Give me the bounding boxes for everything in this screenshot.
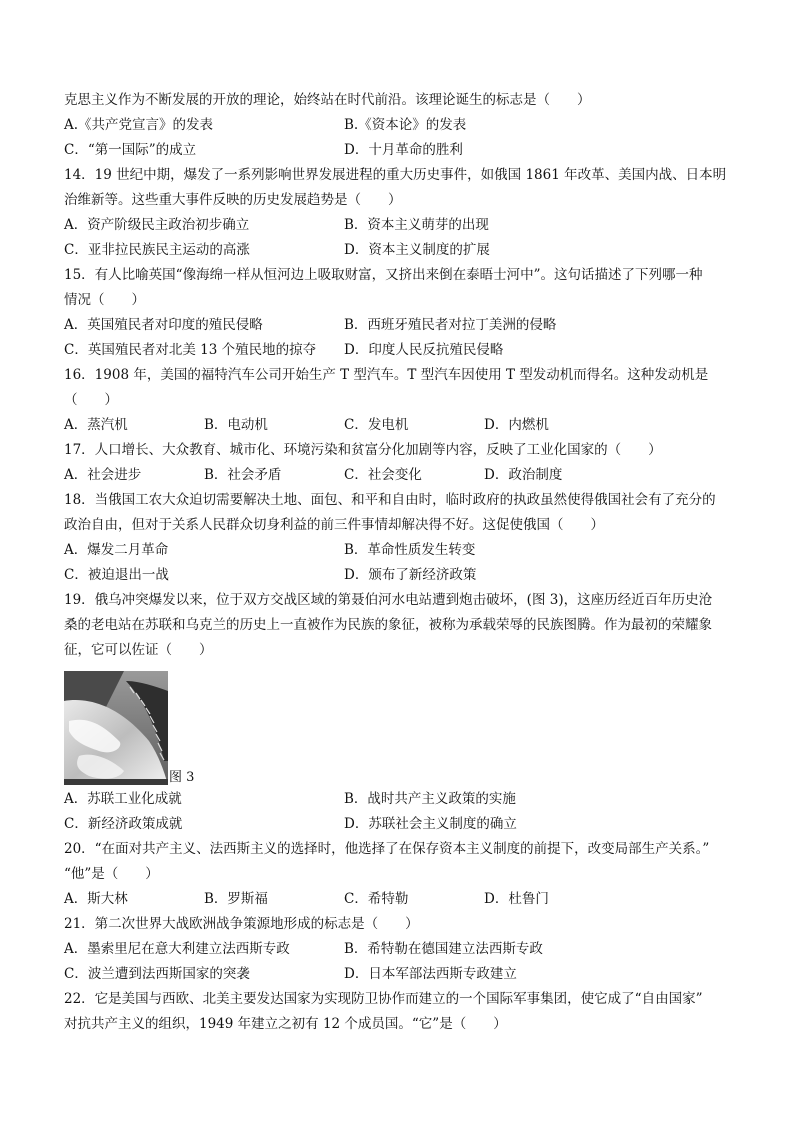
q13-option-b: B.《资本论》的发表	[344, 117, 467, 133]
q16-option-b: B．电动机	[204, 417, 268, 433]
q21-option-c: C．波兰遭到法西斯国家的突袭	[64, 966, 250, 982]
q14-stem-line-1: 14．19 世纪中期，爆发了一系列影响世界发展进程的重大历史事件，如俄国 1861 年改革、美国内战、日本明	[64, 167, 727, 183]
q13-stem: 克思主义作为不断发展的开放的理论，始终站在时代前沿。该理论诞生的标志是（ ）	[64, 92, 591, 108]
q15-option-c: C．英国殖民者对北美 13 个殖民地的掠夺	[64, 342, 317, 358]
q14-stem-line-2: 治维新等。这些重大事件反映的历史发展趋势是（ ）	[64, 192, 402, 208]
q20-option-d: D．杜鲁门	[484, 891, 549, 907]
q14-options-row-2	[64, 238, 744, 263]
exam-page	[64, 88, 744, 1037]
q16-option-c: C．发电机	[344, 417, 409, 433]
q21-stem: 21．第二次世界大战欧洲战争策源地形成的标志是（ ）	[64, 916, 419, 932]
q17-option-d: D．政治制度	[484, 467, 563, 483]
q16-stem-line-2: （ ）	[64, 392, 118, 408]
q14-option-b: B．资本主义萌芽的出现	[344, 217, 489, 233]
q14-options-row-1	[64, 213, 744, 238]
q20-options-row	[64, 887, 744, 912]
q14-option-c: C．亚非拉民族民主运动的高涨	[64, 242, 250, 258]
q17-stem: 17．人口增长、大众教育、城市化、环境污染和贫富分化加剧等内容，反映了工业化国家的（ ）	[64, 442, 662, 458]
q14-option-d: D．资本主义制度的扩展	[344, 242, 490, 258]
q19-figure	[64, 665, 744, 785]
q19-option-d: D．苏联社会主义制度的确立	[344, 816, 517, 832]
q18-option-a: A．爆发二月革命	[64, 542, 169, 558]
q17-options-row	[64, 463, 744, 488]
q15-options-row-2	[64, 338, 744, 363]
q20-stem-line-2: “他”是（ ）	[64, 866, 159, 882]
q18-options-row-1	[64, 538, 744, 563]
q20-stem-line-1: 20．“在面对共产主义、法西斯主义的选择时，他选择了在保存资本主义制度的前提下，改变局部生产关系。”	[64, 841, 710, 857]
q15-option-d: D．印度人民反抗殖民侵略	[344, 342, 504, 358]
q19-stem-line-2: 桑的老电站在苏联和乌克兰的历史上一直被作为民族的象征，被称为承载荣辱的民族图腾。作为最初的荣耀象	[64, 617, 712, 633]
q15-stem-line-2: 情况（ ）	[64, 292, 145, 308]
q20-option-a: A．斯大林	[64, 891, 128, 907]
q15-option-b: B．西班牙殖民者对拉丁美洲的侵略	[344, 317, 557, 333]
q13-options-row-1	[64, 113, 744, 138]
q19-stem-line-3: 征，它可以佐证（ ）	[64, 642, 213, 658]
q18-option-d: D．颁布了新经济政策	[344, 567, 477, 583]
q22-stem-line-2: 对抗共产主义的组织，1949 年建立之初有 12 个成员国。“它”是（ ）	[64, 1016, 507, 1032]
q21-options-row-1	[64, 937, 744, 962]
q19-stem-line-1: 19．俄乌冲突爆发以来，位于双方交战区域的第聂伯河水电站遭到炮击破坏，(图 3)，这座历经近百年历史沧	[64, 592, 713, 608]
q20-option-c: C．希特勒	[344, 891, 409, 907]
q19-option-a: A．苏联工业化成就	[64, 791, 182, 807]
q18-option-c: C．被迫退出一战	[64, 567, 169, 583]
q16-stem-line-1: 16．1908 年，美国的福特汽车公司开始生产 T 型汽车。T 型汽车因使用 T 型发动机而得名。这种发动机是	[64, 367, 709, 383]
q13-option-a: A.《共产党宣言》的发表	[64, 117, 214, 133]
q13-option-d: D．十月革命的胜利	[344, 142, 463, 158]
q21-option-b: B．希特勒在德国建立法西斯专政	[344, 941, 543, 957]
figure-caption: 图 3	[169, 770, 195, 785]
dam-photo	[64, 671, 168, 785]
q19-options-row-2	[64, 812, 744, 837]
q22-stem-line-1: 22．它是美国与西欧、北美主要发达国家为实现防卫协作而建立的一个国际军事集团，使它成了“自由国家”	[64, 991, 703, 1007]
q21-option-d: D．日本军部法西斯专政建立	[344, 966, 517, 982]
q13-option-c: C．“第一国际”的成立	[64, 142, 197, 158]
q18-stem-line-1: 18．当俄国工农大众迫切需要解决土地、面包、和平和自由时，临时政府的执政虽然使得俄国社会有了充分的	[64, 492, 716, 508]
q19-options-row-1	[64, 787, 744, 812]
q15-options-row-1	[64, 313, 744, 338]
q17-option-c: C．社会变化	[344, 467, 422, 483]
q14-option-a: A．资产阶级民主政治初步确立	[64, 217, 250, 233]
q15-stem-line-1: 15．有人比喻英国“像海绵一样从恒河边上吸取财富，又挤出来倒在泰晤士河中”。这句话描述了下列哪一种	[64, 267, 703, 283]
q20-option-b: B．罗斯福	[204, 891, 268, 907]
q16-option-d: D．内燃机	[484, 417, 549, 433]
q18-options-row-2	[64, 563, 744, 588]
q13-options-row-2	[64, 138, 744, 163]
q17-option-b: B．社会矛盾	[204, 467, 282, 483]
q19-option-b: B．战时共产主义政策的实施	[344, 791, 516, 807]
q21-option-a: A．墨索里尼在意大利建立法西斯专政	[64, 941, 290, 957]
q16-options-row	[64, 413, 744, 438]
q16-option-a: A．蒸汽机	[64, 417, 128, 433]
q17-option-a: A．社会进步	[64, 467, 142, 483]
q19-option-c: C．新经济政策成就	[64, 816, 183, 832]
q18-stem-line-2: 政治自由，但对于关系人民群众切身利益的前三件事情却解决得不好。这促使俄国（ ）	[64, 517, 604, 533]
q18-option-b: B．革命性质发生转变	[344, 542, 476, 558]
q21-options-row-2	[64, 962, 744, 987]
q15-option-a: A．英国殖民者对印度的殖民侵略	[64, 317, 263, 333]
